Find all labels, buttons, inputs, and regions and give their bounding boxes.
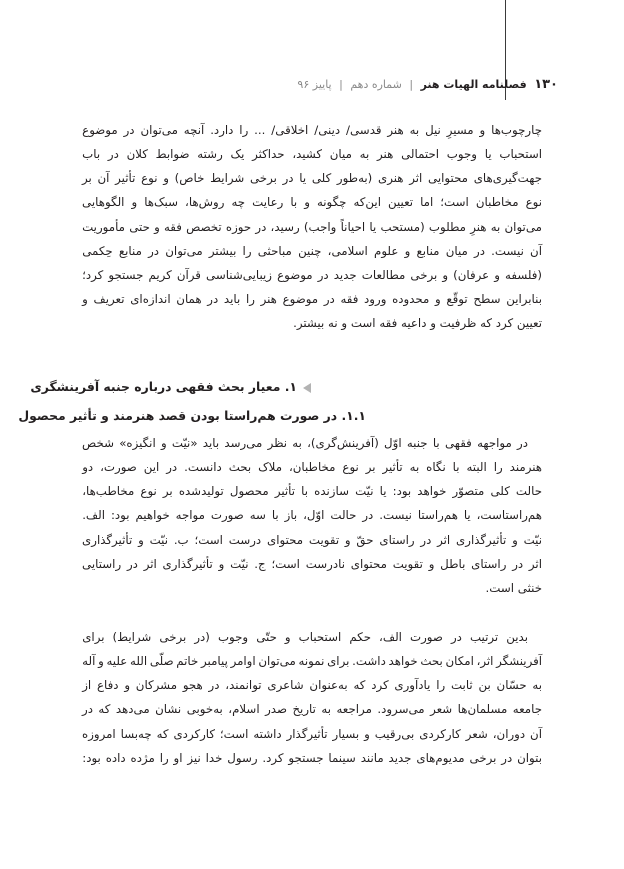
text-line: آفرینشگر اثر، امکان بحث خواهد داشت. برای نمونه می‌توان اوامر پیامبر خاتم صلّی الله علیه و آله [82,654,542,669]
text-line: نیّت و تأثیرگذاری اثر در راستای حقّ و تقویت محتوای درست است؛ ب. نیّت و تأثیرگذاری [82,532,542,547]
journal-title: فصلنامه الهیات هنر [420,78,527,91]
text-line: در مواجهه فقهی با جنبه اوّل (آفرینش‌گری)، به نظر می‌رسد باید «نیّت و انگیزه» شخص [82,436,528,450]
running-header [297,77,558,92]
text-line: (فلسفه و عرفان) و برخی مطالعات جدید در موضوع زیبایی‌شناسی قرآن کریم جستجو کرد؛ [82,267,542,282]
text-line: جامعه مسلمان‌ها شعر می‌سرود. مراجعه به تاریخ صدر اسلام، به‌خوبی نشان می‌دهد که در [82,702,542,717]
section-heading-text: ۱. معیار بحث فقهی درباره جنبه آفرینشگری [30,379,297,394]
text-line: تعیین کرد که ظرفیت و داعیه فقه است و نه بیشتر. [293,316,542,331]
text-line: استحباب یا وجوب احتمالی هنر به میان کشید، حداکثر یک رشته ضوابط کلان در باب [82,147,542,162]
text-line: حالت کلی متصوّر خواهد بود: یا نیّت سازنده با تأثیر محصول تولیدشده بر نوع مخاطب‌ها، [82,484,542,499]
page-number: ۱۳۰ [534,77,558,92]
text-line: آن دوران، شعر کارکردی بی‌رقیب و بسیار تأثیرگذار داشته است؛ کارکردی که چه‌بسا امروزه [82,726,542,741]
subsection-heading-text: ۱.۱. در صورت هم‌راستا بودن قصد هنرمند و تأثیر محصول [18,408,366,423]
issue-number: شماره دهم [350,78,402,91]
text-line: اثر در راستای باطل و تقویت محتوای نادرست است؛ ج. نیّت و تأثیرگذاری اثر در راستایی [82,556,542,571]
text-line: بنابراین سطح توقّع و محدوده ورود فقه در موضوع هنر را باید در همان اندازه‌ای تعریف و [82,291,542,306]
text-line: خنثی است. [485,580,542,595]
text-line: جهت‌گیری‌های محتوایی اثر هنری (به‌طور کلی یا در برخی شرایط خاص) و نوع تأثیر آن بر [82,171,542,186]
text-line: چارچوب‌ها و مسیرِ نیل به هنر قدسی/ دینی/ اخلاقی/ ... را دارد. آنچه می‌توان در موضوع [82,123,542,137]
text-line: به حسّان بن ثابت را یادآوری کرد که به‌عنوان شاعری توانمند، در هجو مشرکان و دفاع از [82,678,542,693]
text-line: بدین ترتیب در صورت الف، حکم استحباب و حتّی وجوب (در برخی شرایط) برای [82,630,528,644]
header-separator: | [409,78,414,91]
text-line: آن نیست. در میان منابع و علوم اسلامی، چنین مباحثی را بیشتر می‌توان در منابع حِکمی [82,243,542,258]
paragraph-1 [82,118,542,335]
issue-season: پاییز ۹۶ [297,78,332,91]
paragraph-2 [82,431,542,600]
text-line: هم‌راستاست، یا هم‌راستا نیست. در حالت اوّل، باز با سه صورت مواجه خواهیم بود: الف. [82,508,542,523]
subsection-heading [18,408,366,423]
text-line: می‌توان به هنرِ مطلوب (مستحب یا احیاناً واجب) رسید، در حوزه تخصص فقه و حتی مأموریت [82,219,542,234]
triangle-bullet-icon [303,383,311,393]
header-separator: | [339,78,343,91]
text-line: هنرمند را البته با نگاه به تأثیر بر نوع مخاطبان، ملاک بحث دانست. در این صورت، دو [82,460,542,475]
paragraph-3 [82,625,542,770]
section-heading [30,379,311,394]
text-line: نوع مخاطبان است؛ اما تعیین این‌که چگونه و با رعایت چه روش‌ها، سبک‌ها و الگوهایی [82,195,542,210]
text-line: بتوان در برخی مدیوم‌های جدید مانند سینما جستجو کرد. رسول خدا نیز او را مژده داده بود: [82,750,542,765]
